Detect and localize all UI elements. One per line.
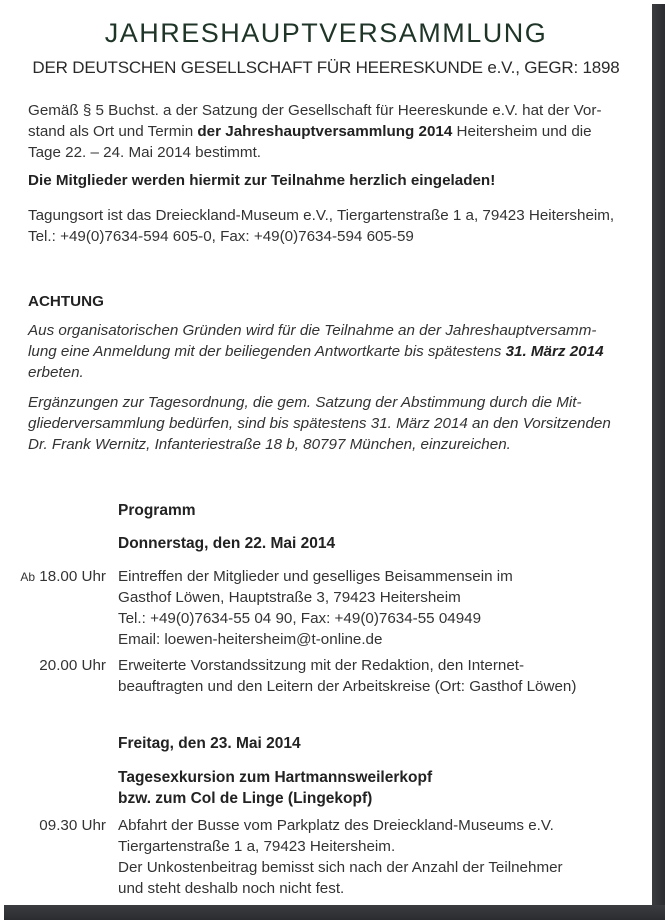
venue-line: Tagungsort ist das Dreieckland-Museum e.V., Tiergartenstraße 1 a, 79423 Heitersheim, [28, 207, 615, 224]
venue-paragraph [28, 205, 628, 247]
document-title: JAHRESHAUPTVERSAMMLUNG [104, 18, 548, 48]
achtung-heading: ACHTUNG [28, 293, 104, 310]
schedule-description: Erweiterte Vorstandssitzung mit der Redaktion, den Internet- beauftragten und den Leitern der Arbeitskreise (Ort: Gasthof Löwen) [118, 657, 577, 695]
intro-line: stand als Ort und Termin der Jahreshauptversammlung 2014 Heitersheim und die [28, 123, 592, 140]
day2-heading: Freitag, den 23. Mai 2014 [118, 735, 301, 752]
excursion-heading: Tagesexkursion zum Hartmannsweilerkopf bzw. zum Col de Linge (Lingekopf) [118, 769, 433, 807]
registration-deadline: 31. März 2014 [505, 343, 604, 360]
program-heading: Programm [118, 502, 196, 519]
venue-contact: Tel.: +49(0)7634-594 605-0, Fax: +49(0)7634-594 605-59 [28, 228, 414, 245]
intro-paragraph [28, 100, 628, 163]
page-shadow-right [652, 4, 665, 920]
day1-heading: Donnerstag, den 22. Mai 2014 [118, 535, 336, 552]
schedule-time: 20.00 Uhr [39, 657, 106, 674]
intro-line: Tage 22. – 24. Mai 2014 bestimmt. [28, 144, 262, 161]
invitation-text: Die Mitglieder werden hiermit zur Teilnahme herzlich eingeladen! [28, 172, 496, 189]
registration-paragraph: Aus organisatorischen Gründen wird für die Teilnahme an der Jahreshauptversamm- lung eine Anmeldung mit der beiliegenden Antwortkarte bis spätestens 31. März 2014 erbeten. [28, 322, 604, 381]
schedule-time: 09.30 Uhr [39, 817, 106, 834]
schedule-description: Abfahrt der Busse vom Parkplatz des Dreieckland-Museums e.V. Tiergartenstraße 1 a, 79423 Heitersheim. Der Unkostenbeitrag bemisst sich nach der Anzahl der Teilnehmer und steht deshalb noch nicht fest. [118, 817, 563, 897]
page-shadow-bottom [4, 905, 665, 920]
schedule-time: Ab 18.00 Uhr [20, 568, 106, 585]
document-subtitle: DER DEUTSCHEN GESELLSCHAFT FÜR HEERESKUNDE e.V., GEGR: 1898 [32, 58, 620, 77]
schedule-description: Eintreffen der Mitglieder und geselliges Beisammensein im Gasthof Löwen, Hauptstraße 3, 79423 Heitersheim Tel.: +49(0)7634-55 04 90, Fax: +49(0)7634-55 04949 Email: loewen-heitersheim@t-online.de [118, 566, 638, 650]
email-text: Email: loewen-heitersheim@t-online.de [118, 631, 383, 648]
intro-line: Gemäß § 5 Buchst. a der Satzung der Gesellschaft für Heereskunde e.V. hat der Vor- [28, 102, 602, 119]
agenda-paragraph: Ergänzungen zur Tagesordnung, die gem. Satzung der Abstimmung durch die Mit- gliederversammlung bedürfen, sind bis spätestens 31. März 2014 an den Vorsitzenden Dr. Frank Wernitz, Infanteriestraße 18 b, 80797 München, einzureichen. [28, 394, 611, 453]
meeting-name: der Jahreshauptversammlung 2014 [197, 123, 453, 140]
